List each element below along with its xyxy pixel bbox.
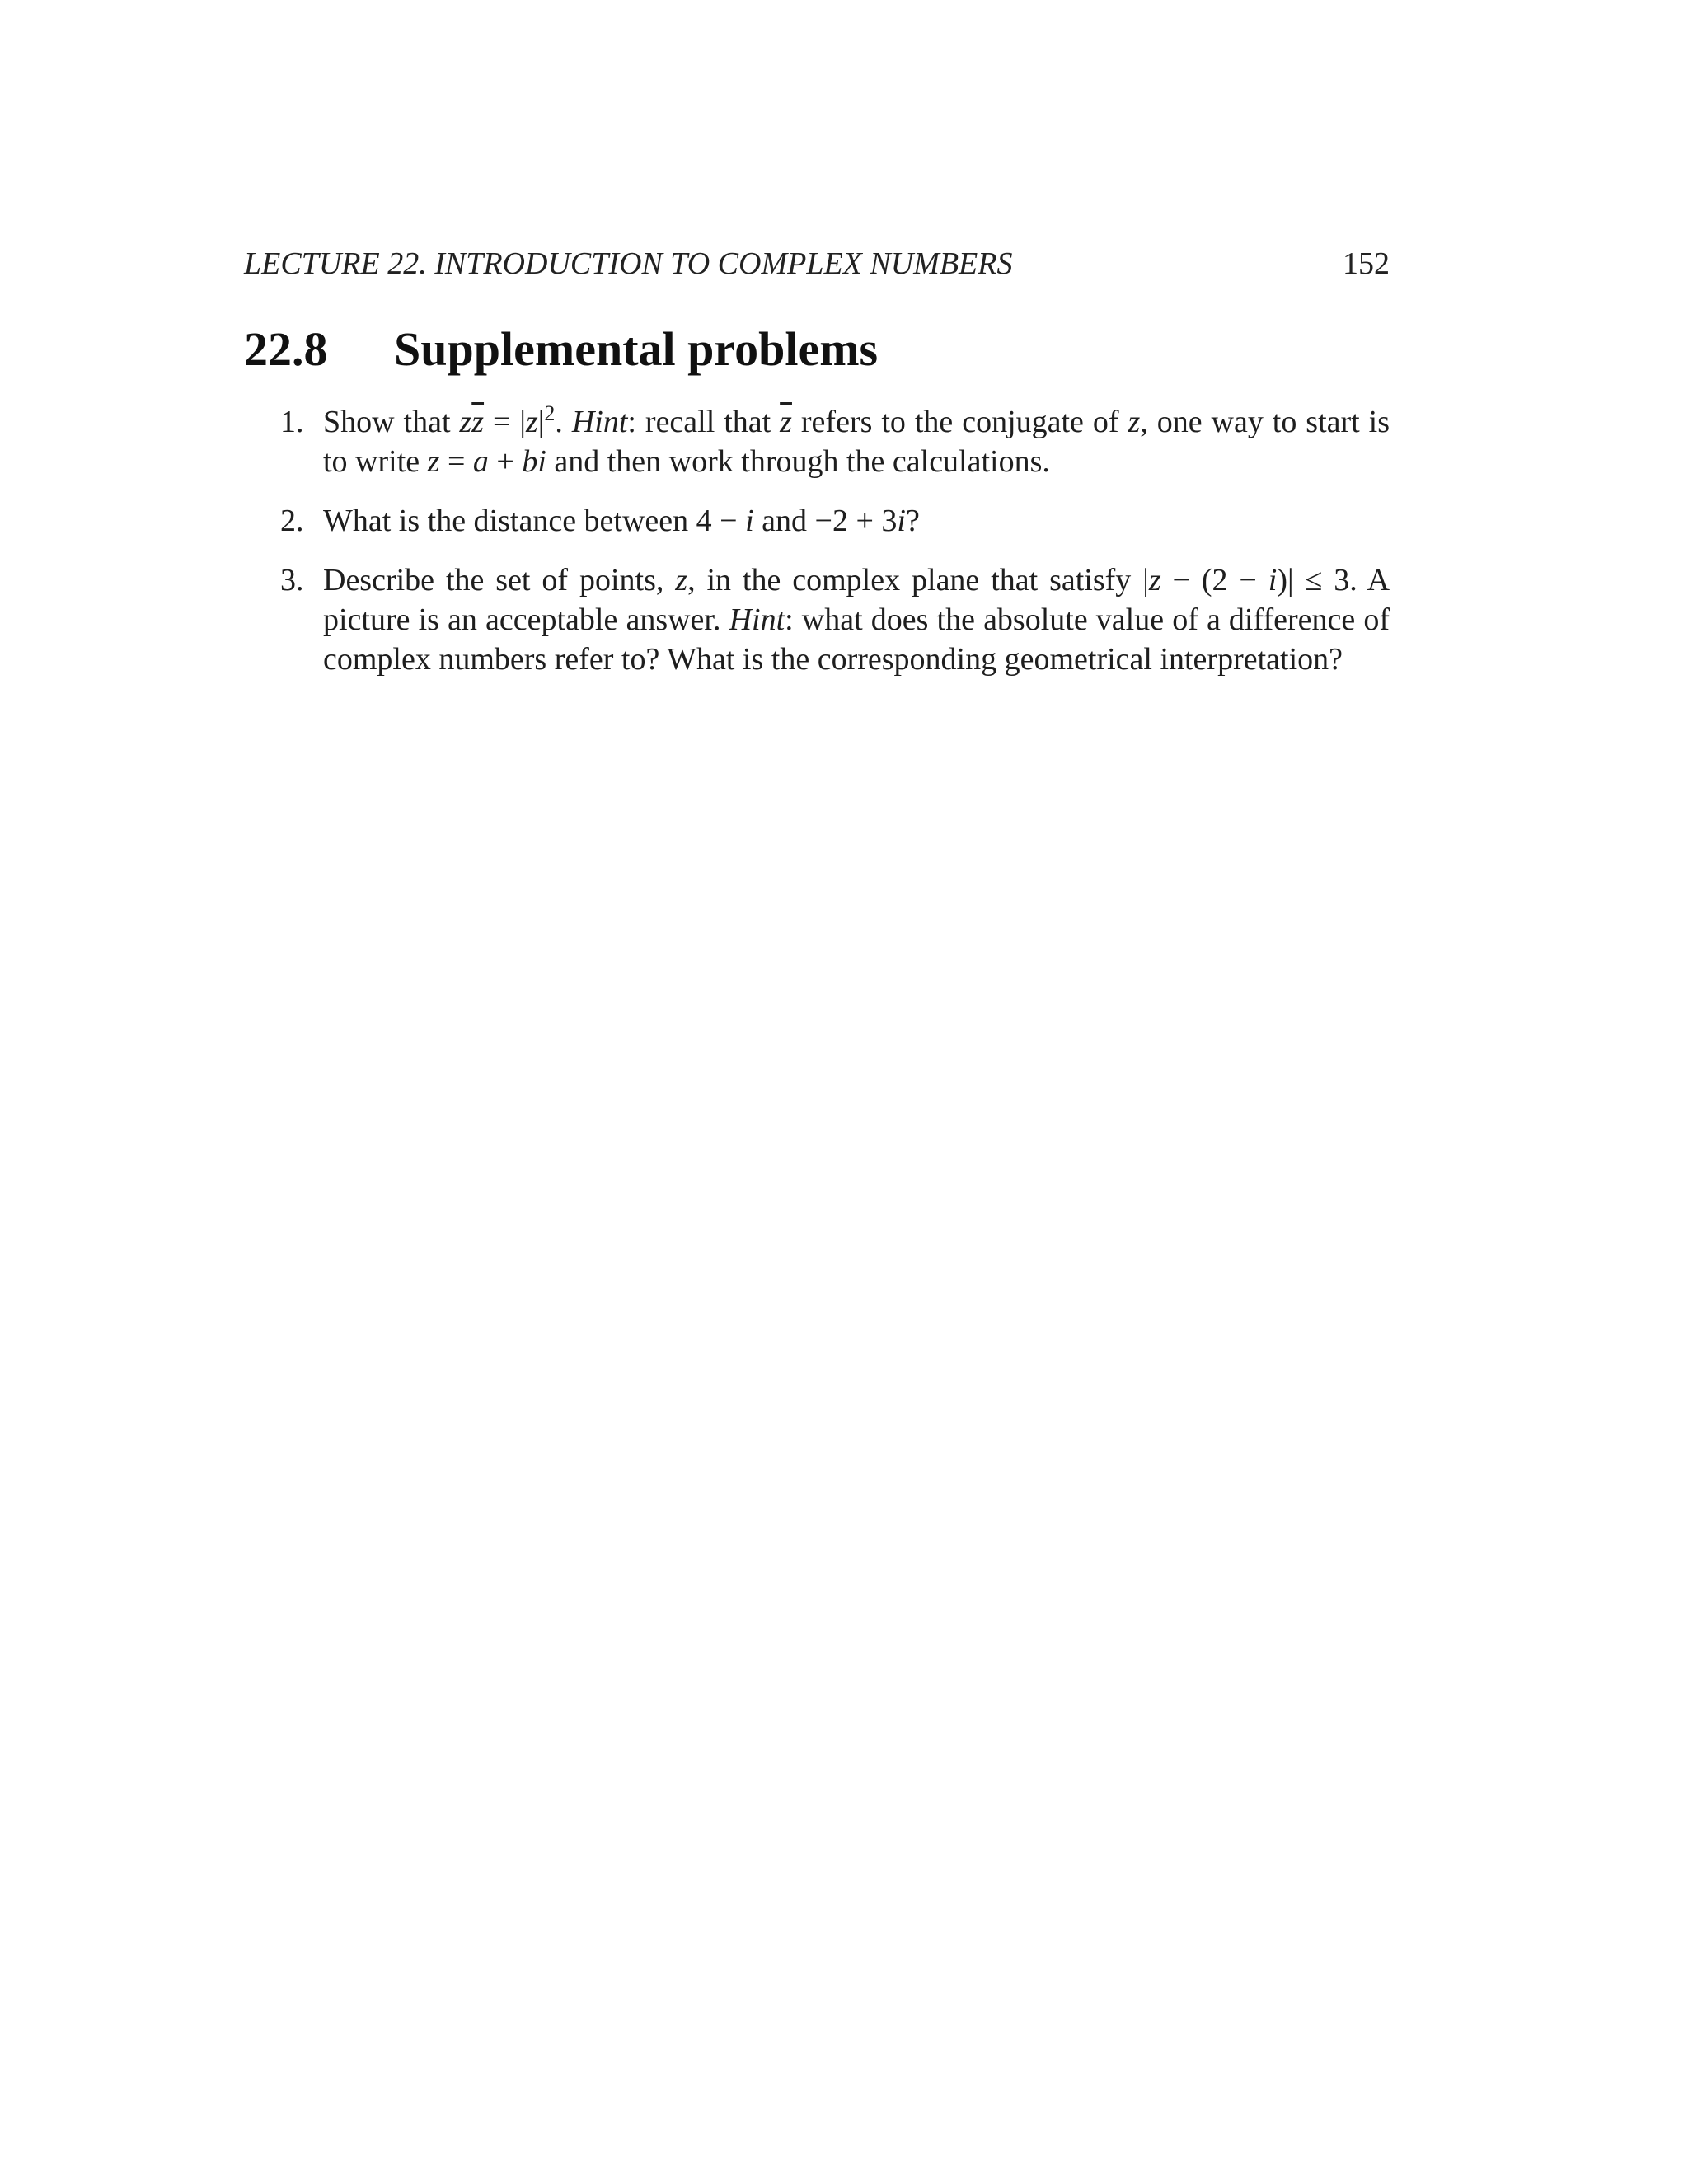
running-title: LECTURE 22. INTRODUCTION TO COMPLEX NUMBERS [244,246,1013,281]
problem-text: Describe the set of points, z, in the complex plane that satisfy |z − (2 − i)| ≤ 3. A picture is an acceptable answer. Hint: what does the absolute value of a difference of complex numbers refer to? What is the corresponding geometrical interpretation? [323,563,1390,677]
problem-item-2 [244,501,1390,541]
section-heading [244,315,1390,384]
problem-text: Show that $z\overline{z} = |z|^2$. Hint: recall that $\overline{z}$ refers to the conjugate of z, one way to start is to write z = a + bi and then work through the calculations. [323,401,1390,479]
problem-item-1 [244,402,1390,481]
section-title-text: Supplemental problems [394,322,879,376]
section-number: 22.8 [244,322,328,376]
page-number: 152 [1343,246,1390,281]
problem-text: What is the distance between 4 − i and −2 + 3i? [323,504,920,538]
problem-number: 3. [280,563,304,598]
problem-item-3 [244,560,1390,679]
problem-number: 1. [280,405,304,439]
problem-number: 2. [280,504,304,538]
running-header [244,241,1390,287]
problem-list [244,402,1390,699]
hint-label: Hint [571,405,628,439]
hint-label: Hint [729,602,785,637]
